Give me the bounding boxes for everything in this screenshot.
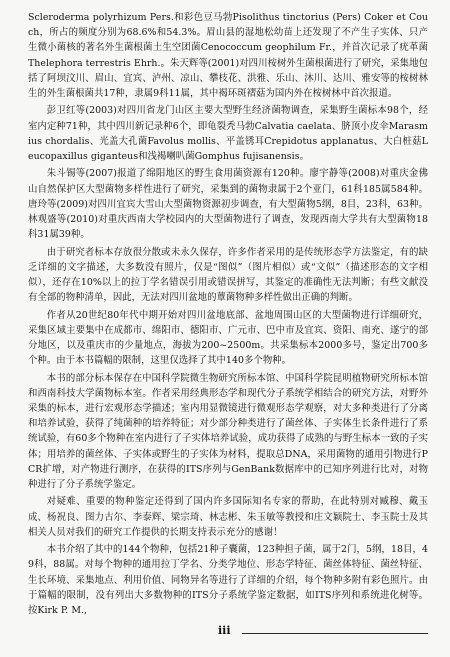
paragraph-8: 本书介绍了其中的144个物种，包括21种子囊菌，123种担子菌，属于2门，5纲，18目，49科，88属。对每个物种的通用拉丁学名、分类学地位、形态学特征、菌丝体特征、菌丝特征、生长环境、采集地点、利用价值、同物异名等进行了详细的介绍，每个物种多附有彩色照片。由于篇幅的限制，没有列出大多数物种的ITS分子系统学鉴定数据，如ITS序列和系统进化树等。按Kirk P. M., — [28, 544, 428, 617]
paragraph-6: 本书的部分标本保存在中国科学院微生物研究所标本馆、中国科学院昆明植物研究所标本馆和西南科技大学菌物标本室。作者采用经典形态学和现代分子系统学相结合的研究方法，对野外采集的标本，进行宏观形态学描述；室内用显微镜进行微观形态学观察，对大多种类进行了分离和培养试验，获得了纯菌种的培养特征；对少部分种类进行了菌丝体、子实体生长条件进行了系统试验，有60多个物种在室内进行了子实体培养试验，成功获得了成熟的与野生标本一致的子实体；用培养的菌丝体、子实体或野生的子实体为材料，提取总DNA，采用菌物的通用引物进行PCR扩增，对产物进行测序，在获得的ITS序列与GenBank数据库中的已知序列进行比对，对物种进行了分子系统学鉴定。 — [28, 372, 428, 491]
paragraph-3: 朱斗锡等(2007)报道了绵阳地区的野生食用菌资源有120种。廖宇静等(2008)对重庆金佛山自然保护区大型菌物多样性进行了研究，采集到的菌物隶属于2个亚门，61科185属584种。唐玲等(2009)对四川宜宾大雪山大型菌物资源初步调查，有大型菌物5纲，8目，23科，63种。林观盛等(2010)对重庆西南大学校园内的大型菌物进行了调查，发现西南大学共有大型菌物18科31属39种。 — [28, 168, 428, 241]
page-number: iii — [218, 624, 231, 637]
paragraph-2: 彭卫红等(2003)对四川省龙门山区主要大型野生经济菌物调查，采集野生菌标本98个，经室内定种71种，其中四川新记录种6个，即龟裂秃马勃Calvatia caelata、脐顶小皮伞Marasmius chordalis、光盖大孔菌Favolus mollis、平盖锈耳Crepidotus applanatus、大白桩菇Leucopaxillus giganteus和浅褐喇叭菌Gomphus fujisanensis。 — [28, 105, 428, 163]
paragraph-1: Scleroderma polyrhizum Pers.和彩色豆马勃Pisolithus tinctorius (Pers) Coker et Couch，所占的频度分别为68.6%和54.3%。眉山县的湿地松幼苗上还发现了不产生子实体、只产生微小菌核的著名外生菌根菌土生空团菌Cenococcum geophilum Fr.，并首次记录了疣革菌Thelephora terrestris Ehrh.。朱天辉等(2001)对四川桉树外生菌根菌进行了研究，采集地包括了阿坝汶川、眉山、宜宾、泸州、凉山、攀枝花、洪雅、乐山、沐川、达川、雅安等的桉树林生的外生菌根菌共17种，隶属9科11属，其中褐环斑褶菇为国内外在桉树林中首次报道。 — [28, 12, 428, 100]
page-footer — [28, 622, 428, 642]
footer-rule — [242, 633, 428, 634]
document-body — [28, 10, 428, 618]
paragraph-4: 由于研究者标本存放很分散或未永久保存，许多作者采用的是传统形态学方法鉴定，有的缺乏详细的文字描述，大多数没有照片，仅是“图似”（图片相似）或“文似”（描述形态的文字相似），还存在10%以上的拉丁学名错误引用或错误拼写，其鉴定的准确性无法判断；有些文献没有全部的物种清单，因此，无法对四川盆地的蕈菌物种多样性做出正确的判断。 — [28, 246, 428, 304]
paragraph-7: 对疑难、重要的物种鉴定还得到了国内许多国际知名专家的帮助，在此特别对臧穆、戴玉成、杨祝良、图力古尔、李泰辉、梁宗琦、林志彬、朱玉敏等教授和庄文颖院士、李玉院士及其相关人员对我们的研究工作提供的长期支持表示充分的感谢！ — [28, 496, 428, 538]
paragraph-5: 作者从20世纪80年代中期开始对四川盆地底部、盆地周围山区的大型菌物进行详细研究，采集区域主要集中在成都市、绵阳市、德阳市、广元市、巴中市及宜宾、资阳、南充、遂宁的部分地区，以及重庆市的少量地点，海拔为200~2500m。共采集标本2000多号，鉴定出700多个种。由于本书篇幅的限制，这里仅选择了其中140多个物种。 — [28, 309, 428, 367]
